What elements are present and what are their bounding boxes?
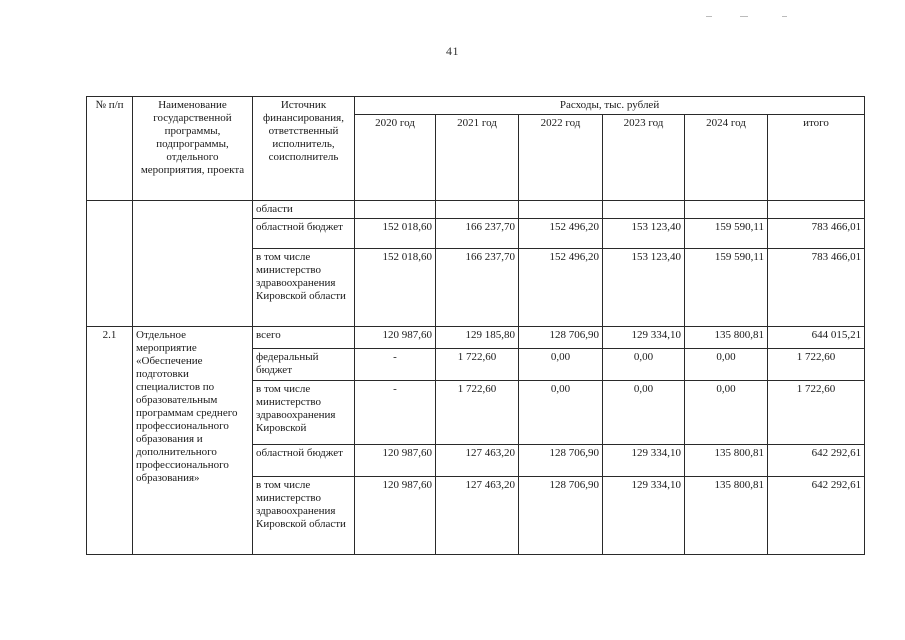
header-year-2020: 2020 год (355, 115, 436, 201)
header-row (87, 97, 865, 115)
cell-2020: - (355, 349, 436, 381)
cell-2021: 127 463,20 (436, 445, 519, 477)
header-col-expenses: Расходы, тыс. рублей (355, 97, 865, 115)
cell-2024: 0,00 (685, 349, 768, 381)
header-year-2023: 2023 год (603, 115, 685, 201)
cell-2022: 0,00 (519, 381, 603, 445)
cell-source: областной бюджет (253, 445, 355, 477)
cell-2022: 128 706,90 (519, 327, 603, 349)
cell-2020: - (355, 381, 436, 445)
cell-2024: 159 590,11 (685, 249, 768, 327)
cell-total: 1 722,60 (768, 381, 865, 445)
cell-2021: 127 463,20 (436, 477, 519, 555)
header-year-2021: 2021 год (436, 115, 519, 201)
cell-2022: 128 706,90 (519, 445, 603, 477)
budget-table (86, 96, 865, 555)
header-year-2024: 2024 год (685, 115, 768, 201)
header-col-no: № п/п (87, 97, 133, 201)
cell-2024: 135 800,81 (685, 477, 768, 555)
cell-total: 783 466,01 (768, 219, 865, 249)
cell-no: 2.1 (87, 327, 133, 555)
cell-2020: 120 987,60 (355, 327, 436, 349)
cell-2021: 1 722,60 (436, 349, 519, 381)
cell-2023: 153 123,40 (603, 219, 685, 249)
cell-2024: 159 590,11 (685, 219, 768, 249)
cell-source: всего (253, 327, 355, 349)
cell-source: в том числе министерство здравоохранения Кировской (253, 381, 355, 445)
cell-name (133, 201, 253, 327)
cell-total: 1 722,60 (768, 349, 865, 381)
cell-source: в том числе министерство здравоохранения Кировской области (253, 249, 355, 327)
page-number: 41 (446, 44, 459, 58)
cell-2021: 1 722,60 (436, 381, 519, 445)
cell-2023: 129 334,10 (603, 477, 685, 555)
header-year-2022: 2022 год (519, 115, 603, 201)
cell-2020: 120 987,60 (355, 445, 436, 477)
cell-2021: 129 185,80 (436, 327, 519, 349)
table-row (87, 327, 865, 349)
cell-2022: 152 496,20 (519, 219, 603, 249)
scan-mark (706, 16, 712, 17)
cell-2023: 0,00 (603, 349, 685, 381)
cell-2023: 129 334,10 (603, 445, 685, 477)
cell-2021: 166 237,70 (436, 249, 519, 327)
cell-2020: 152 018,60 (355, 249, 436, 327)
cell-2021: 166 237,70 (436, 219, 519, 249)
cell-2020: 120 987,60 (355, 477, 436, 555)
cell-2020: 152 018,60 (355, 219, 436, 249)
cell-total: 642 292,61 (768, 445, 865, 477)
cell-no (87, 201, 133, 327)
cell-2024: 135 800,81 (685, 445, 768, 477)
cell-2024: 135 800,81 (685, 327, 768, 349)
cell-2024: 0,00 (685, 381, 768, 445)
cell-source: областной бюджет (253, 219, 355, 249)
table-row (87, 201, 865, 219)
cell-total: 783 466,01 (768, 249, 865, 327)
header-col-source: Источник финансирования, ответственный исполнитель, соисполнитель (253, 97, 355, 201)
cell-2022: 152 496,20 (519, 249, 603, 327)
header-col-name: Наименование государственной программы, подпрограммы, отдельного мероприятия, проекта (133, 97, 253, 201)
header-total: итого (768, 115, 865, 201)
cell-name: Отдельное мероприятие «Обеспечение подготовки специалистов по образовательным программам среднего профессионального образования и дополнительного профессионального образования» (133, 327, 253, 555)
cell-source: федеральный бюджет (253, 349, 355, 381)
cell-source: в том числе министерство здравоохранения Кировской области (253, 477, 355, 555)
cell-2023: 129 334,10 (603, 327, 685, 349)
cell-2023: 153 123,40 (603, 249, 685, 327)
scan-mark (782, 16, 787, 17)
cell-2023: 0,00 (603, 381, 685, 445)
cell-2022: 128 706,90 (519, 477, 603, 555)
cell-source: области (253, 201, 355, 219)
cell-2022: 0,00 (519, 349, 603, 381)
scan-mark (740, 16, 748, 17)
cell-total: 642 292,61 (768, 477, 865, 555)
cell-total: 644 015,21 (768, 327, 865, 349)
